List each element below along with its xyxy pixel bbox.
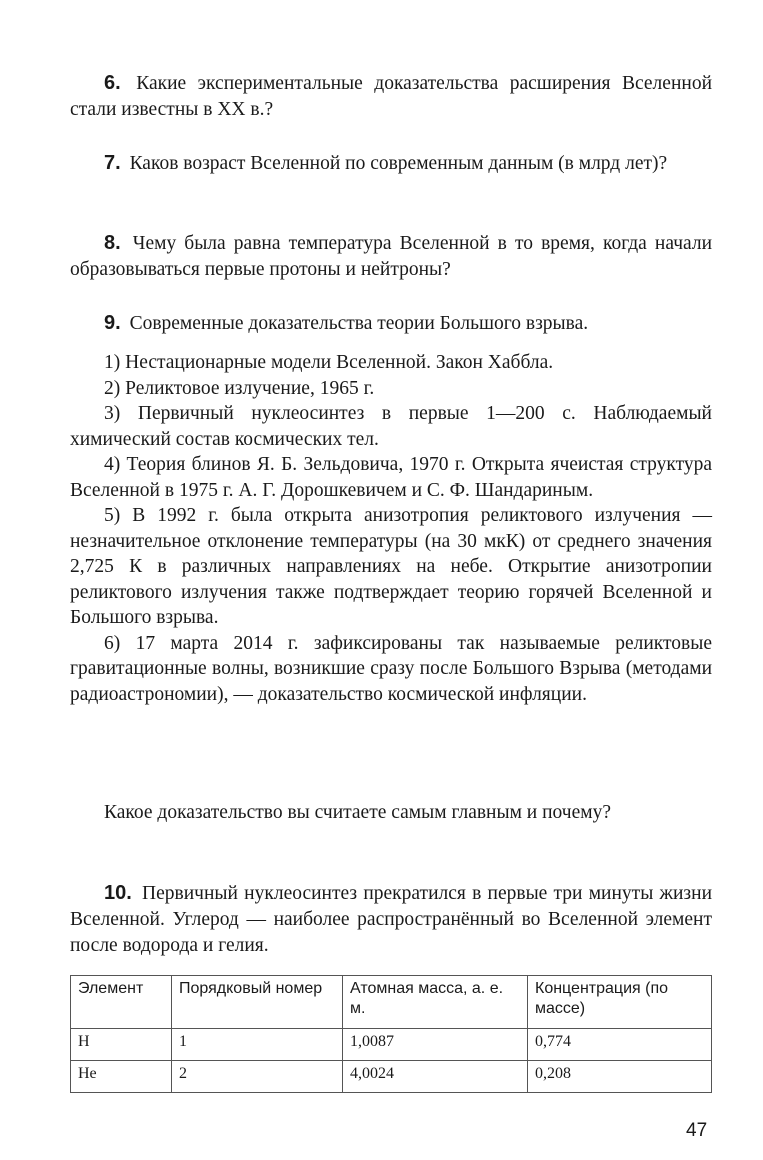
- table-cell: 0,208: [528, 1061, 712, 1093]
- list-item: 1) Нестационарные модели Вселенной. Закон Хаббла.: [104, 352, 554, 373]
- elements-table: [70, 975, 712, 1093]
- table-cell: 1: [172, 1029, 343, 1061]
- table-cell: He: [71, 1061, 172, 1093]
- question-text: Первичный нуклеосинтез прекратился в первые три минуты жизни Вселенной. Углерод — наиболее распространённый во Вселенной элемент после водорода и гелия.: [70, 883, 713, 956]
- table-cell: 4,0024: [343, 1061, 528, 1093]
- table-row: [71, 1061, 712, 1093]
- column-header: Порядковый номер: [172, 976, 343, 1029]
- list-item: 2) Реликтовое излучение, 1965 г.: [104, 377, 375, 399]
- question-6: [70, 70, 712, 123]
- question-text: Современные доказательства теории Большого взрыва.: [129, 313, 589, 334]
- list-item: 3) Первичный нуклеосинтез в первые 1—200 с. Наблюдаемый химический состав космических тел.: [70, 403, 712, 450]
- column-header: Концентрация (по массе): [528, 976, 712, 1029]
- evidence-list: [70, 350, 712, 707]
- question-text: Чему была равна температура Вселенной в то время, когда начали образовываться первые протоны и нейтроны?: [70, 233, 713, 280]
- question-8: [70, 230, 712, 283]
- question-number: 10.: [104, 882, 132, 904]
- question-9-followup: Какое доказательство вы считаете самым главным и почему?: [104, 802, 612, 823]
- table-cell: 1,0087: [343, 1029, 528, 1061]
- column-header: Элемент: [71, 976, 172, 1029]
- list-item: 5) В 1992 г. была открыта анизотропия реликтового излучения — незначительное отклонение температуры (на 30 мкК) от среднего значения 2,725 К в различных направлениях на небе. Открытие анизотропии реликтового излучения также подтверждает теорию горячей Вселенной и Большого взрыва.: [70, 505, 712, 628]
- question-text: Каков возраст Вселенной по современным данным (в млрд лет)?: [129, 153, 668, 174]
- question-number: 8.: [104, 232, 121, 254]
- list-item: 4) Теория блинов Я. Б. Зельдовича, 1970 г. Открыта ячеистая структура Вселенной в 1975 г. А. Г. Дорошкевичем и С. Ф. Шандариным.: [70, 454, 712, 501]
- question-10: [70, 880, 712, 959]
- table-row: [71, 1029, 712, 1061]
- table-cell: 2: [172, 1061, 343, 1093]
- table-cell: 0,774: [528, 1029, 712, 1061]
- page-number: 47: [686, 1120, 708, 1141]
- question-number: 7.: [104, 152, 121, 174]
- question-number: 6.: [104, 72, 121, 94]
- question-9: [70, 310, 712, 337]
- question-number: 9.: [104, 312, 121, 334]
- question-text: Какие экспериментальные доказательства расширения Вселенной стали известны в XX в.?: [70, 73, 713, 120]
- list-item: 6) 17 марта 2014 г. зафиксированы так называемые реликтовые гравитационные волны, возникшие сразу после Большого Взрыва (методами радиоастрономии), — доказательство космической инфляции.: [70, 632, 712, 705]
- column-header: Атомная масса, а. е. м.: [343, 976, 528, 1029]
- table-cell: H: [71, 1029, 172, 1061]
- question-7: [70, 150, 712, 177]
- table-header-row: [71, 976, 712, 1029]
